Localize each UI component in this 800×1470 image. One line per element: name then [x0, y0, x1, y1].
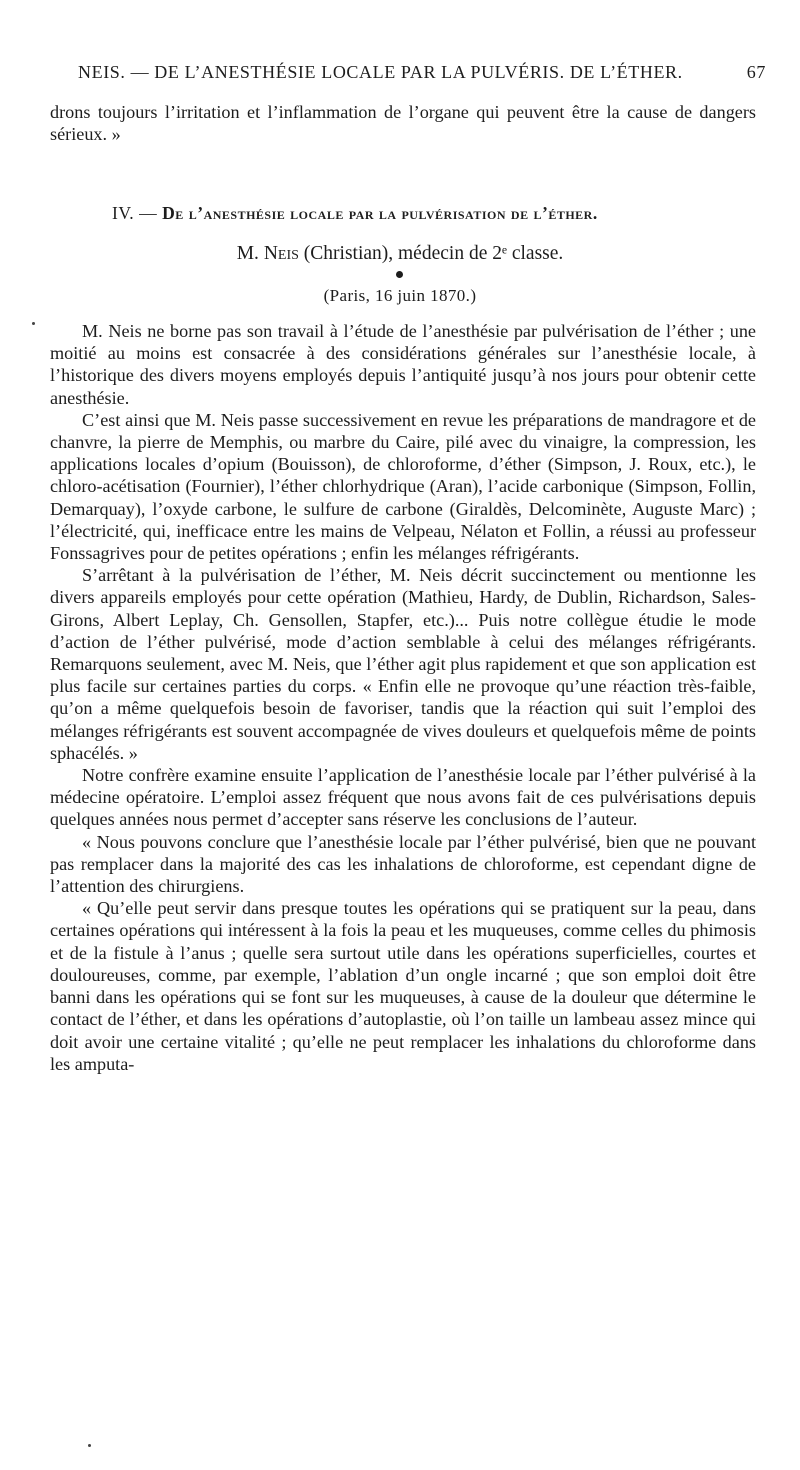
margin-speck	[32, 322, 35, 325]
running-header	[78, 62, 766, 86]
continuation-text: drons toujours l’irritation et l’inflammation de l’organe qui peuvent être la cause de dangers sérieux. »	[50, 102, 756, 145]
paragraph: M. Neis ne borne pas son travail à l’étude de l’anesthésie par pulvérisation de l’éther ; une moitié au moins est consacrée à des considérations générales sur l’anesthésie locale, à l’historique des divers moyens employés depuis l’antiquité jusqu’à nos jours pour obtenir cette anesthésie.	[50, 321, 756, 408]
paragraph: « Qu’elle peut servir dans presque toutes les opérations qui se pratiquent sur la peau, dans certaines opérations qui intéressent à la fois la peau et les muqueuses, comme celles du phimosis et de la fistule à l’anus ; quelle sera surtout utile dans les opérations superficielles, courtes et douloureuses, comme, par exemple, l’ablation d’un ongle incarné ; que son emploi doit être banni dans les opérations qui se font sur les muqueuses, à cause de la douleur que détermine le contact de l’éther, et dans les opérations d’autoplastie, où l’on taille un lambeau assez mince qui doit avoir une certaine vitalité ; qu’elle ne peut remplacer les inhalations du chloroforme dans les amputa-	[50, 898, 756, 1074]
paragraph: C’est ainsi que M. Neis passe successivement en revue les préparations de mandragore et de chanvre, la pierre de Memphis, ou marbre du Caire, pilé avec du vinaigre, la compression, les applications locales d’opium (Bouisson), de chloroforme, d’éther (Simpson, J. Roux, etc.), le chloro-acétisation (Fournier), l’éther chlorhydrique (Aran), l’acide carbonique (Simpson, Follin, Demarquay), l’oxyde carbone, le sulfure de carbone (Giraldès, Delcominète, Auguste Marc) ; l’électricité, qui, inefficace entre les mains de Velpeau, Nélaton et Follin, a réussi au professeur Fonssagrives pour de petites opérations ; enfin les mélanges réfrigérants.	[50, 409, 756, 564]
author-rest: (Christian), médecin de 2ᵉ classe.	[303, 243, 564, 264]
paragraph: S’arrêtant à la pulvérisation de l’éther, M. Neis décrit succinctement ou mentionne les divers appareils employés pour cette opération (Mathieu, Hardy, de Dublin, Richardson, Sales-Girons, Albert Leplay, Ch. Gensollen, Stapfer, etc.)... Puis notre collègue étudie le mode d’action de l’éther pulvérisé, mode d’action semblable à celui des mélanges réfrigérants. Remarquons seulement, avec M. Neis, que l’éther agit plus rapidement et que son application est plus facile sur certaines parties du corps. « Enfin elle ne provoque qu’une réaction très-faible, qu’on a même quelquefois besoin de favoriser, tandis que la réaction qui suit l’emploi des mélanges réfrigérants est souvent accompagnée de vives douleurs et quelquefois même de points sphacélés. »	[50, 565, 756, 763]
date-line: (Paris, 16 juin 1870.)	[323, 286, 477, 305]
section-heading	[112, 203, 772, 224]
section-title: De l’anesthésie locale par la pulvérisation de l’éther.	[162, 203, 598, 223]
margin-speck	[88, 1444, 91, 1447]
paragraph: Notre confrère examine ensuite l’application de l’anesthésie locale par l’éther pulvérisé à la médecine opératoire. L’emploi assez fréquent que nous avons fait de ces pulvérisations depuis quelques années nous permet d’accepter sans réserve les conclusions de l’auteur.	[50, 765, 756, 830]
paragraph: « Nous pouvons conclure que l’anesthésie locale par l’éther pulvérisé, bien que ne pouvant pas remplacer dans la majorité des cas les inhalations de chloroforme, est cependant digne de l’attention des chirurgiens.	[50, 831, 756, 897]
author-prefix: M.	[236, 243, 259, 264]
body-text	[50, 320, 756, 1075]
author-line	[0, 243, 800, 265]
page-number: 67	[746, 62, 766, 82]
section-numeral: IV. —	[112, 203, 158, 223]
author-name: Neis	[263, 243, 299, 264]
running-head-title: NEIS. — DE L’ANESTHÉSIE LOCALE PAR LA PULVÉRIS. DE L’ÉTHER.	[78, 62, 683, 82]
ornament-dot	[396, 271, 403, 278]
continuation-block	[50, 101, 756, 145]
